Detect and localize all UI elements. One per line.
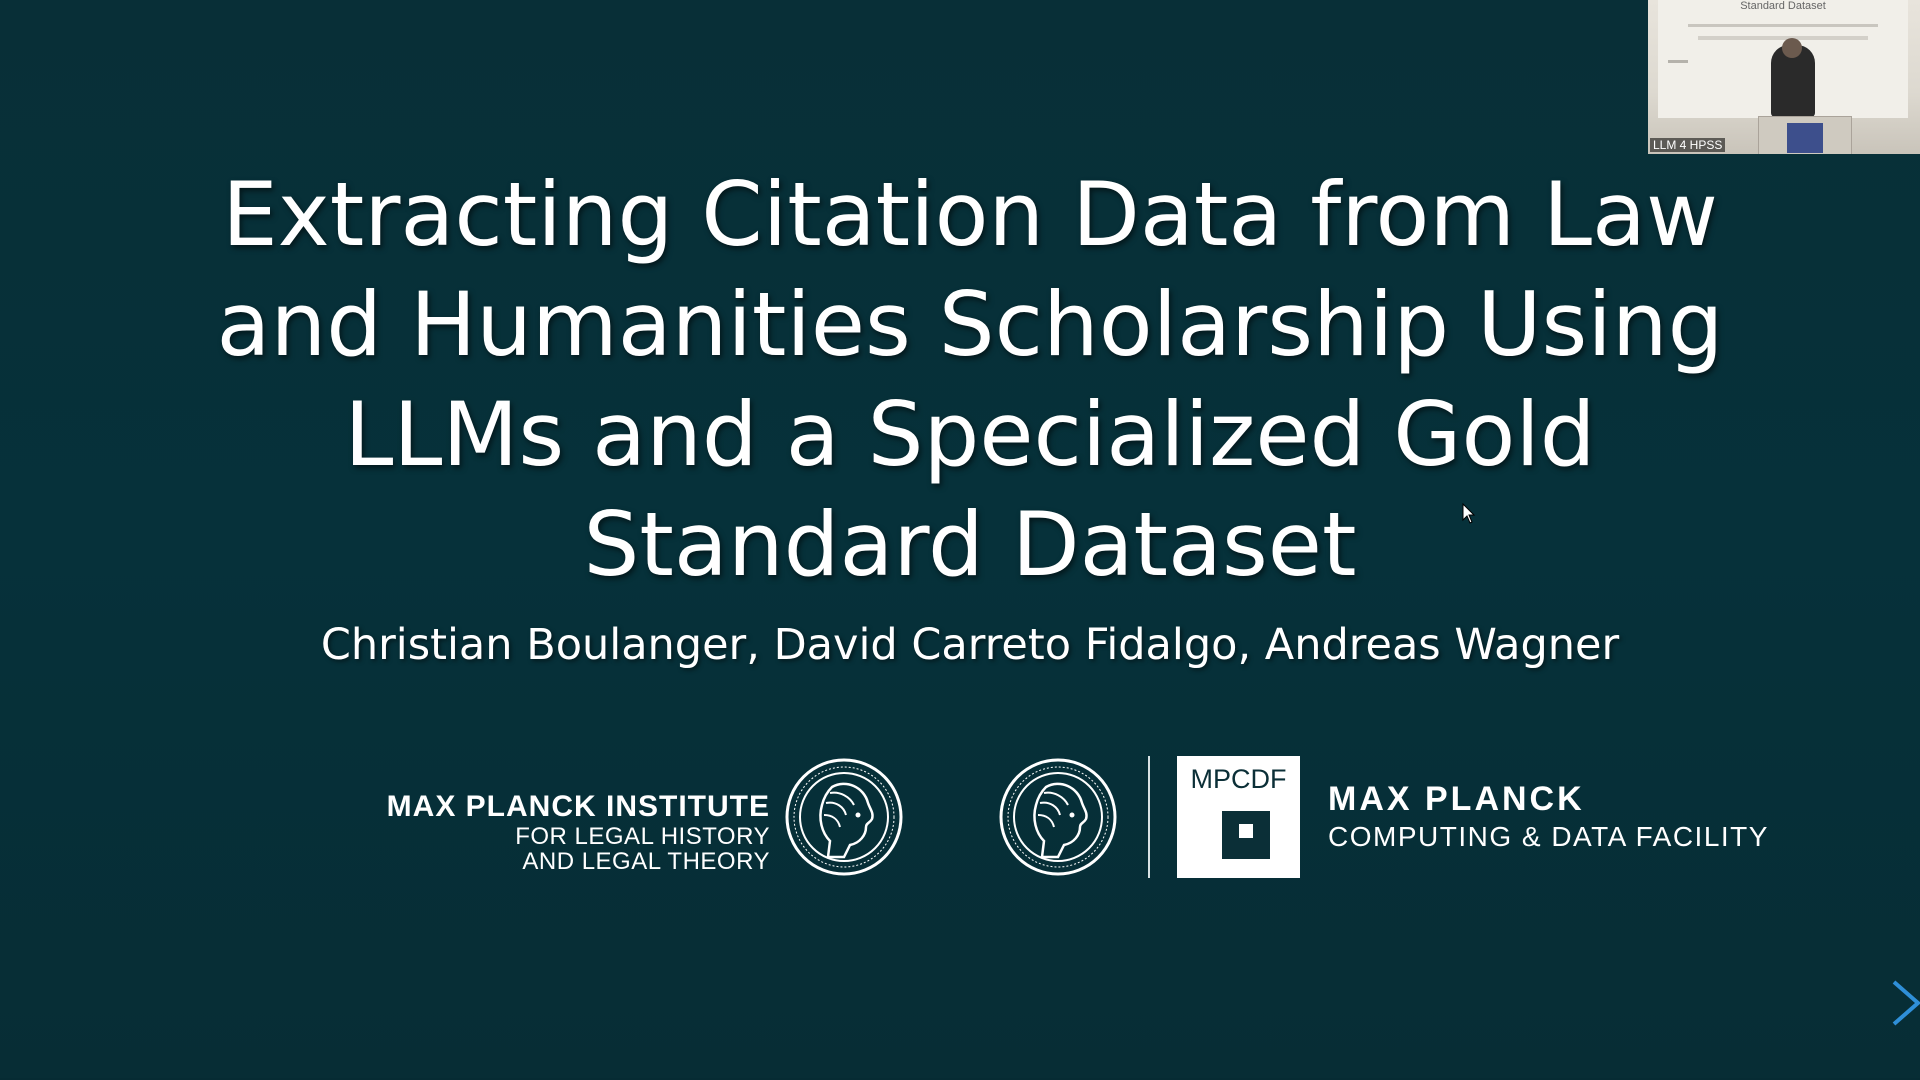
minerva-seal-icon [998,757,1118,877]
slide-title [200,160,1740,600]
mpi-sub-line-1: FOR LEGAL HISTORY [515,823,770,850]
webcam-thumbnail[interactable] [1648,0,1920,154]
mouse-cursor-icon [1462,503,1476,525]
slide-authors: Christian Boulanger, David Carreto Fidalgo, Andreas Wagner [320,620,1620,670]
webcam-label: LLM 4 HPSS [1650,138,1725,152]
speaker-head [1782,38,1802,58]
mpcdf-box-label: MPCDF [1190,764,1287,794]
projection-screen-text: Standard Dataset [1740,0,1826,12]
podium [1758,116,1852,154]
mpcdf-name: MAX PLANCK [1328,780,1585,818]
mpcdf-logo-box [1177,756,1300,878]
mpi-logo-text [340,790,770,874]
mpcdf-logo-text [1328,780,1769,853]
title-line-1: Extracting Citation Data from Law [222,163,1718,266]
mpcdf-square-icon [1222,811,1270,859]
mpi-name: MAX PLANCK INSTITUTE [386,790,770,823]
title-line-4: Standard Dataset [583,493,1357,596]
minerva-seal-icon [784,757,904,877]
chevron-right-icon[interactable] [1890,978,1920,1028]
mpcdf-sub: COMPUTING & DATA FACILITY [1328,821,1769,852]
mpi-sub-line-2: AND LEGAL THEORY [522,848,770,875]
title-line-2: and Humanities Scholarship Using [216,273,1724,376]
logo-divider [1148,756,1150,878]
title-line-3: LLMs and a Specialized Gold [344,383,1596,486]
